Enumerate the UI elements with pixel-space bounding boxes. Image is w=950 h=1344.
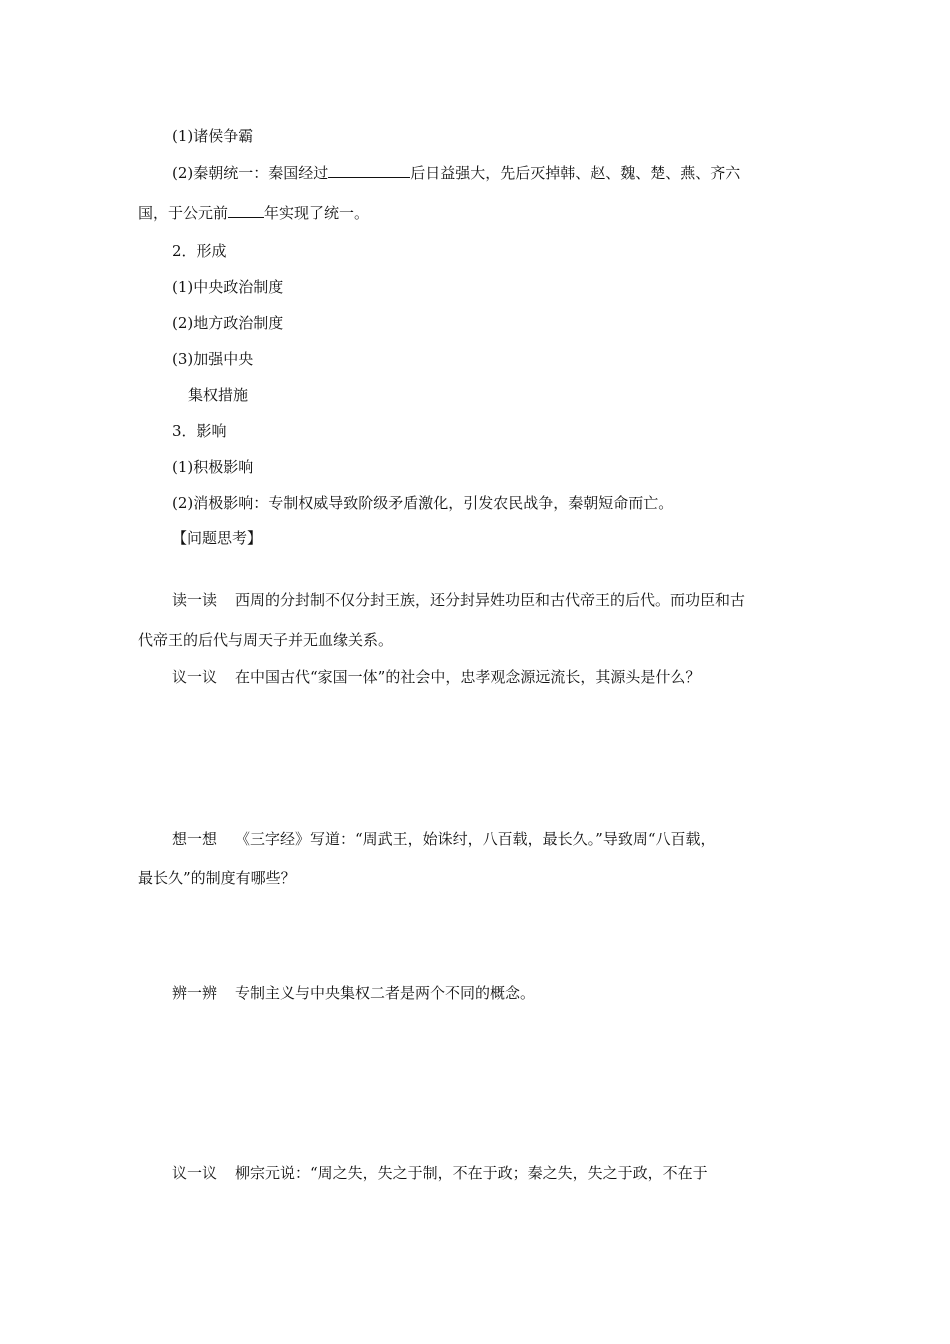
fill-blank-1[interactable] [328,163,410,178]
section-questions-heading: 【问题思考】 [172,529,263,547]
item-local-system: (2)地方政治制度 [172,314,284,332]
item-qin-unification: (2)秦朝统一：秦国经过 后日益强大，先后灭掉韩、赵、魏、楚、燕、齐六 [172,164,741,182]
item-zhuhou-zhengba: (1)诸侯争霸 [172,127,254,145]
question-think: 想一想 《三字经》写道：“周武王，始诛纣，八百载，最长久。”导致周“八百载， [172,830,716,848]
question-think-cont: 最长久”的制度有哪些？ [138,869,296,887]
fill-blank-2[interactable] [228,203,264,218]
item-centralization-measures: 集权措施 [188,386,249,404]
question-distinguish: 辨一辨 专制主义与中央集权二者是两个不同的概念。 [172,984,536,1002]
item-positive-influence: (1)积极影响 [172,458,254,476]
item-strengthen-central: (3)加强中央 [172,350,254,368]
question-discuss-1: 议一议 在中国古代“家国一体”的社会中，忠孝观念源远流长，其源头是什么？ [172,668,701,686]
item-central-system: (1)中央政治制度 [172,278,284,296]
item-negative-influence: (2)消极影响：专制权威导致阶级矛盾激化，引发农民战争，秦朝短命而亡。 [172,494,674,512]
section-influence: 3．影响 [172,422,227,440]
item-qin-unification-cont: 国，于公元前 年实现了统一。 [138,204,370,222]
question-discuss-2: 议一议 柳宗元说：“周之失，失之于制，不在于政；秦之失，失之于政，不在于 [172,1164,708,1182]
question-read-cont: 代帝王的后代与周天子并无血缘关系。 [138,631,394,649]
section-formation: 2．形成 [172,242,227,260]
question-read: 读一读 西周的分封制不仅分封王族，还分封异姓功臣和古代帝王的后代。而功臣和古 [172,591,746,609]
